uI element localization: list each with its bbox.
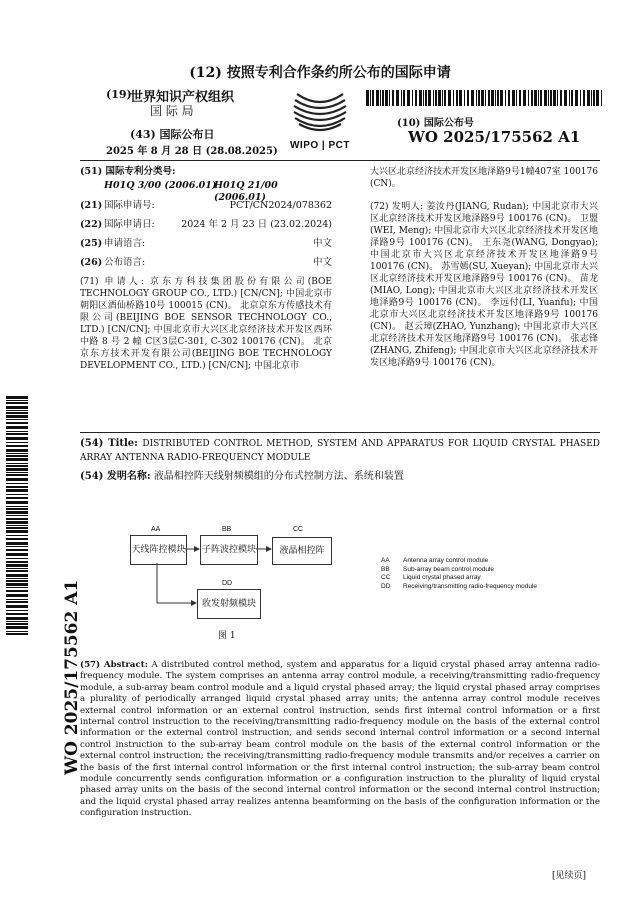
filing-field bbox=[80, 219, 332, 231]
figure-connectors bbox=[120, 530, 350, 630]
tag-aa: AA bbox=[151, 526, 161, 533]
tag-dd: DD bbox=[222, 580, 233, 587]
box-dd-label: 收发射频模块 bbox=[201, 599, 256, 609]
filing-num: (22) bbox=[80, 219, 103, 230]
legend-item bbox=[381, 566, 537, 575]
abstract-text: A distributed control method, system and apparatus for a liquid crystal phased array antenna radio-frequency module. The system comprises an antenna array control module, a receiving/transmitting radio-frequency module, a sub-array beam control module and a liquid crystal phased array; the liquid crystal phased array comprises a plurality of periodically arranged liquid crystal phased array units; the antenna array control module receives external control information or an external control instruction, sends first internal control information or a first internal control instruction to the receiving/transmitting radio-frequency module on the basis of the external control information or the external control instruction, and sends second internal control information or a second internal control instruction to the sub-array beam control module on the basis of the external control information or the external control instruction; the receiving/transmitting radio-frequency module transmits and/or receives a carrier on the basis of the first internal control information or the first internal control instruction; the sub-array beam control module concurrently sends configuration information or a configuration instruction to the plurality of liquid crystal phased array units on the basis of the second internal control information or the second internal control instruction; and the liquid crystal phased array realizes antenna beamforming on the basis of the configuration information or the configuration instruction. bbox=[80, 660, 600, 819]
publang-num: (26) bbox=[80, 257, 103, 268]
header-divider bbox=[80, 160, 600, 161]
inventor-block: (72) 发明人: 姜汝丹(JIANG, Rudan); 中国北京市大兴区北京经济技术开发区地泽路9号 100176 (CN)。 卫盟(WEI, Meng); 中国北京市大兴区北京经济技术开发区地泽路9号 100176 (CN)。 王东尧(WANG, Dongyao); 中国北京市大兴区北京经济技术开发区地泽路9号 100176 (CN)。 苏雪嫣(SU, Xueyan); 中国北京市大兴区北京经济技术开发区地泽路9号 100176 (CN)。 苗龙(MIAO, Long); 中国北京市大兴区北京经济技术开发区地泽路9号 100176 (CN)。 李远付(LI, Yuanfu); 中国北京市大兴区北京经济技术开发区地泽路9号 100176 (CN)。 赵云璋(ZHAO, Yunzhang); 中国北京市大兴区北京经济技术开发区地泽路9号 100176 (CN)。 张志锋(ZHANG, Zhifeng); 中国北京市大兴区北京经济技术开发区地泽路9号 100176 (CN)。 bbox=[370, 202, 598, 368]
figure-caption: 图 1 bbox=[218, 631, 236, 641]
box-cc-label: 液晶相控阵 bbox=[279, 546, 325, 556]
legend-item bbox=[381, 574, 537, 583]
legend-key: CC bbox=[381, 574, 391, 582]
legend-text: Antenna array control module bbox=[403, 557, 489, 564]
appno-field bbox=[80, 200, 332, 212]
appno-value: PCT/CN2024/078362 bbox=[229, 200, 332, 211]
chinese-title-label: (54) 发明名称: bbox=[80, 471, 151, 482]
legend-text: Liquid crystal phased array bbox=[403, 574, 481, 582]
lang-num: (25) bbox=[80, 238, 103, 249]
tag-bb: BB bbox=[222, 526, 232, 533]
address-continued: 大兴区北京经济技术开发区地泽路9号1幢407室 100176 (CN)。 bbox=[370, 167, 598, 189]
wipo-logo bbox=[285, 88, 355, 150]
side-barcode bbox=[6, 396, 28, 636]
org-name: 世界知识产权组织 bbox=[130, 90, 235, 105]
ipc-field bbox=[80, 166, 332, 178]
legend-key: AA bbox=[381, 557, 390, 564]
english-title-label: (54) Title: bbox=[80, 438, 138, 449]
publang-label: 公布语言: bbox=[104, 257, 146, 268]
pubdate-label: (43) 国际公布日 bbox=[130, 128, 215, 141]
applicant-block: (71) 申请人: 京东方科技集团股份有限公司(BOE TECHNOLOGY GROUP CO., LTD.) [CN/CN]; 中国北京市朝阳区酒仙桥路10号 100015 (CN)。 北京京东方传感技术有限公司(BEIJING BOE SENSOR TECHNOLOGY CO., LTD.) [CN/CN]; 中国北京市大兴区北京经济技术开发区西环中路 8 号 2 幢 C区3层C-301, C-302 100176 (CN)。 北京京东方技术开发有限公司(BEIJING BOE TECHNOLOGY DEVELOPMENT CO., LTD.) [CN/CN]; 中国北京市 bbox=[80, 277, 332, 371]
abstract-block bbox=[80, 660, 600, 820]
pubno-label: (10) 国际公布号 bbox=[397, 118, 474, 129]
appno-label: 国际申请号: bbox=[104, 200, 155, 211]
legend-text: Receiving/transmitting radio-frequency module bbox=[403, 582, 538, 590]
legend-item bbox=[381, 557, 537, 566]
legend-key: BB bbox=[381, 565, 390, 573]
box-bb-label: 子阵波控模块 bbox=[201, 545, 256, 555]
ipc-label: (51) 国际专利分类号: bbox=[80, 166, 176, 177]
tag-cc: CC bbox=[293, 526, 304, 533]
abstract-label: (57) Abstract: bbox=[80, 660, 148, 670]
box-aa-label: 天线阵控模块 bbox=[131, 545, 186, 555]
english-title: DISTRIBUTED CONTROL METHOD, SYSTEM AND APPARATUS FOR LIQUID CRYSTAL PHASED ARRAY ANTENNA RADIO-FREQUENCY MODULE bbox=[80, 439, 601, 463]
continued-note: [见续页] bbox=[552, 871, 587, 881]
pubdate-value: 2025 年 8 月 28 日 (28.08.2025) bbox=[106, 146, 278, 157]
figure-legend bbox=[381, 557, 537, 591]
publication-barcode bbox=[366, 90, 602, 106]
lang-value: 中文 bbox=[312, 238, 332, 249]
english-title-block bbox=[80, 437, 600, 465]
pubno-value: WO 2025/175562 A1 bbox=[408, 128, 581, 146]
org-sub: 国 际 局 bbox=[150, 104, 194, 118]
ipc-values bbox=[104, 180, 332, 203]
org-number: (19) bbox=[106, 88, 132, 101]
appno-num: (21) bbox=[80, 200, 103, 211]
document-title: (12) 按照专利合作条约所公布的国际申请 bbox=[189, 65, 451, 81]
side-publication-number: WO 2025/175562 A1 bbox=[62, 579, 82, 775]
chinese-title: 液晶相控阵天线射频模组的分布式控制方法、系统和装置 bbox=[153, 471, 404, 482]
legend-item bbox=[381, 583, 537, 592]
publang-field bbox=[80, 257, 332, 269]
lang-label: 申请语言: bbox=[104, 238, 146, 249]
chinese-title-block bbox=[80, 470, 600, 483]
ipc-value-1: H01Q 3/00 (2006.01) bbox=[104, 180, 217, 191]
legend-key: DD bbox=[381, 582, 391, 590]
legend-text: Sub-array beam control module bbox=[403, 565, 495, 573]
ipc-value-2: H01Q 21/00 (2006.01) bbox=[214, 180, 278, 203]
lang-field bbox=[80, 238, 332, 250]
filing-value: 2024 年 2 月 23 日 (23.02.2024) bbox=[181, 219, 332, 230]
filing-label: 国际申请日: bbox=[104, 219, 155, 230]
publang-value: 中文 bbox=[312, 257, 332, 268]
wipo-wordmark: WIPO | PCT bbox=[289, 140, 351, 151]
title-divider bbox=[80, 432, 600, 433]
